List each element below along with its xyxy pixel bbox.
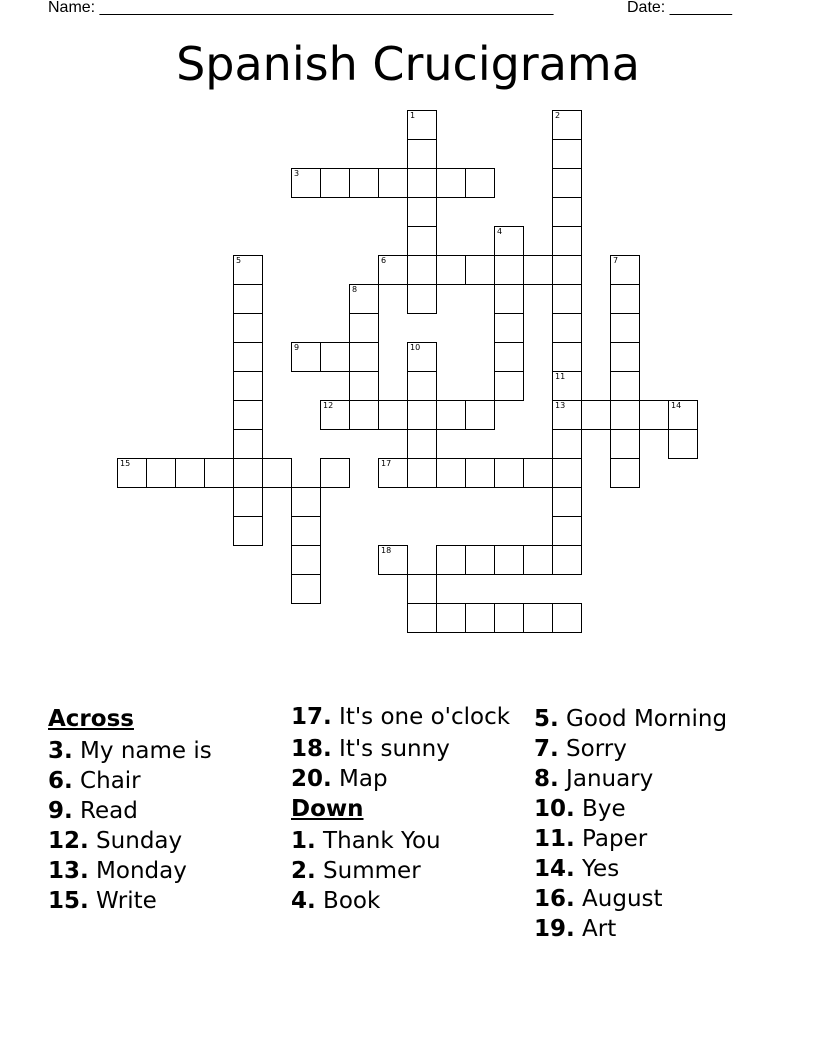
clue-number: 5: [236, 256, 242, 265]
grid-cell[interactable]: [233, 458, 263, 488]
grid-cell[interactable]: [320, 168, 350, 198]
grid-cell[interactable]: [610, 342, 640, 372]
grid-cell[interactable]: [552, 342, 582, 372]
grid-cell[interactable]: [262, 458, 292, 488]
date-line: Date: _______: [627, 0, 732, 16]
clues-column-1: [48, 704, 280, 916]
clue-item-number: 1.: [291, 828, 316, 854]
clue-item-text: August: [574, 886, 663, 912]
clue-number: 17: [381, 459, 392, 468]
grid-cell[interactable]: [407, 168, 437, 198]
grid-cell[interactable]: [436, 545, 466, 575]
clue-number: 4: [497, 227, 503, 236]
grid-cell[interactable]: [552, 168, 582, 198]
clue-item: [291, 886, 523, 916]
clue-item-text: Yes: [574, 856, 620, 882]
clue-item-text: It's one o'clock: [331, 704, 511, 730]
clue-number: 10: [410, 343, 421, 352]
clue-number: 6: [381, 256, 387, 265]
grid-cell[interactable]: [552, 313, 582, 343]
grid-cell[interactable]: [117, 458, 147, 488]
grid-cell[interactable]: [465, 458, 495, 488]
grid-cell[interactable]: [204, 458, 234, 488]
grid-cell[interactable]: [668, 429, 698, 459]
clue-item: [534, 764, 784, 794]
grid-cell[interactable]: [233, 284, 263, 314]
clue-number: 3: [294, 169, 300, 178]
grid-cell[interactable]: [465, 168, 495, 198]
clue-item-text: Summer: [315, 858, 421, 884]
page-title: Spanish Crucigrama: [176, 37, 640, 91]
grid-cell[interactable]: [407, 139, 437, 169]
clue-number: 2: [555, 111, 561, 120]
clue-item-number: 19.: [534, 916, 575, 942]
across-heading: Across: [48, 706, 134, 732]
clue-item-number: 14.: [534, 856, 575, 882]
clue-number: 15: [120, 459, 131, 468]
grid-cell[interactable]: [552, 197, 582, 227]
grid-cell[interactable]: [610, 458, 640, 488]
grid-cell[interactable]: [407, 458, 437, 488]
grid-cell[interactable]: [291, 516, 321, 546]
grid-cell[interactable]: [233, 487, 263, 517]
grid-cell[interactable]: [610, 313, 640, 343]
clue-item-text: Map: [331, 766, 388, 792]
clue-item-text: Book: [315, 888, 381, 914]
clue-item: [534, 734, 784, 764]
clue-item-number: 3.: [48, 738, 73, 764]
grid-cell[interactable]: [494, 313, 524, 343]
clue-item: [534, 914, 784, 944]
clue-number: 1: [410, 111, 416, 120]
grid-cell[interactable]: [175, 458, 205, 488]
grid-cell[interactable]: [494, 371, 524, 401]
grid-cell[interactable]: [523, 545, 553, 575]
clue-item-number: 18.: [291, 736, 332, 762]
grid-cell[interactable]: [291, 545, 321, 575]
grid-cell[interactable]: [494, 342, 524, 372]
grid-cell[interactable]: [291, 574, 321, 604]
grid-cell[interactable]: [610, 371, 640, 401]
clue-item: [534, 824, 784, 854]
grid-cell[interactable]: [523, 603, 553, 633]
grid-cell[interactable]: [378, 168, 408, 198]
grid-cell[interactable]: [465, 255, 495, 285]
grid-cell[interactable]: [233, 313, 263, 343]
grid-cell[interactable]: [436, 458, 466, 488]
grid-cell[interactable]: [233, 516, 263, 546]
clue-item: [291, 764, 523, 794]
clue-item-number: 16.: [534, 886, 575, 912]
grid-cell[interactable]: [407, 284, 437, 314]
down-heading: Down: [291, 796, 364, 822]
grid-cell[interactable]: [436, 400, 466, 430]
clue-item-number: 6.: [48, 768, 73, 794]
grid-cell[interactable]: [552, 255, 582, 285]
grid-cell[interactable]: [349, 371, 379, 401]
grid-cell[interactable]: [349, 168, 379, 198]
clue-item-number: 7.: [534, 736, 559, 762]
grid-cell[interactable]: [639, 400, 669, 430]
clue-item: [48, 736, 280, 766]
grid-cell[interactable]: [407, 400, 437, 430]
clue-item-text: It's sunny: [331, 736, 450, 762]
grid-cell[interactable]: [668, 400, 698, 430]
grid-cell[interactable]: [291, 487, 321, 517]
clue-number: 8: [352, 285, 358, 294]
grid-cell[interactable]: [552, 603, 582, 633]
clue-number: 18: [381, 546, 392, 555]
grid-cell[interactable]: [291, 168, 321, 198]
grid-cell[interactable]: [523, 458, 553, 488]
clue-number: 9: [294, 343, 300, 352]
grid-cell[interactable]: [320, 458, 350, 488]
grid-cell[interactable]: [378, 545, 408, 575]
grid-cell[interactable]: [610, 255, 640, 285]
clue-item: [48, 856, 280, 886]
grid-cell[interactable]: [465, 400, 495, 430]
clue-item-text: Monday: [88, 858, 187, 884]
clue-item: [534, 854, 784, 884]
clue-item-number: 20.: [291, 766, 332, 792]
grid-cell[interactable]: [349, 313, 379, 343]
clue-item-number: 9.: [48, 798, 73, 824]
grid-cell[interactable]: [291, 342, 321, 372]
grid-cell[interactable]: [407, 342, 437, 372]
grid-cell[interactable]: [233, 342, 263, 372]
grid-cell[interactable]: [233, 255, 263, 285]
down-clue-list: [291, 826, 523, 916]
grid-cell[interactable]: [465, 545, 495, 575]
clue-item: [291, 734, 523, 764]
grid-cell[interactable]: [552, 110, 582, 140]
grid-cell[interactable]: [407, 574, 437, 604]
clue-number: 11: [555, 372, 566, 381]
clues-column-3: [534, 704, 784, 944]
grid-cell[interactable]: [233, 429, 263, 459]
clue-item-text: Write: [88, 888, 157, 914]
clue-item-number: 17.: [291, 704, 332, 730]
clue-item-number: 12.: [48, 828, 89, 854]
grid-cell[interactable]: [407, 371, 437, 401]
grid-cell[interactable]: [581, 400, 611, 430]
clue-item-text: Read: [72, 798, 138, 824]
clue-number: 14: [671, 401, 682, 410]
across-clue-list-cont: [291, 704, 523, 794]
clue-item-text: Bye: [574, 796, 626, 822]
grid-cell[interactable]: [494, 226, 524, 256]
clue-item-number: 10.: [534, 796, 575, 822]
grid-cell[interactable]: [378, 255, 408, 285]
clue-item: [291, 704, 523, 730]
clue-number: 13: [555, 401, 566, 410]
grid-cell[interactable]: [552, 284, 582, 314]
clue-item-text: My name is: [72, 738, 212, 764]
grid-cell[interactable]: [436, 255, 466, 285]
clue-item-text: Chair: [72, 768, 141, 794]
clue-item-text: Thank You: [315, 828, 441, 854]
clue-item: [48, 766, 280, 796]
grid-cell[interactable]: [349, 342, 379, 372]
grid-cell[interactable]: [349, 284, 379, 314]
grid-cell[interactable]: [233, 371, 263, 401]
grid-cell[interactable]: [407, 110, 437, 140]
grid-cell[interactable]: [610, 429, 640, 459]
clue-number: 12: [323, 401, 334, 410]
grid-cell[interactable]: [378, 400, 408, 430]
grid-cell[interactable]: [552, 139, 582, 169]
grid-cell[interactable]: [320, 400, 350, 430]
clue-item-number: 13.: [48, 858, 89, 884]
clue-item: [534, 884, 784, 914]
grid-cell[interactable]: [407, 255, 437, 285]
grid-cell[interactable]: [552, 516, 582, 546]
grid-cell[interactable]: [436, 168, 466, 198]
clue-item: [534, 794, 784, 824]
grid-cell[interactable]: [320, 342, 350, 372]
clue-item-number: 15.: [48, 888, 89, 914]
clues-column-2: [291, 704, 523, 916]
grid-cell[interactable]: [233, 400, 263, 430]
grid-cell[interactable]: [349, 400, 379, 430]
grid-cell[interactable]: [407, 603, 437, 633]
grid-cell[interactable]: [494, 545, 524, 575]
grid-cell[interactable]: [494, 284, 524, 314]
grid-cell[interactable]: [552, 487, 582, 517]
name-line: Name: ___________________________________________________: [48, 0, 554, 16]
grid-cell[interactable]: [407, 197, 437, 227]
clue-item: [291, 826, 523, 856]
grid-cell[interactable]: [436, 603, 466, 633]
grid-cell[interactable]: [552, 226, 582, 256]
clue-item: [534, 704, 784, 734]
clue-item: [48, 886, 280, 916]
clue-item-number: 2.: [291, 858, 316, 884]
grid-cell[interactable]: [552, 429, 582, 459]
clue-item-number: 11.: [534, 826, 575, 852]
down-clue-list-cont: [534, 704, 784, 944]
grid-cell[interactable]: [407, 429, 437, 459]
clue-number: 7: [613, 256, 619, 265]
grid-cell[interactable]: [552, 400, 582, 430]
clue-item-number: 5.: [534, 706, 559, 732]
across-clue-list: [48, 736, 280, 916]
grid-cell[interactable]: [610, 400, 640, 430]
clue-item-text: Paper: [574, 826, 648, 852]
grid-cell[interactable]: [494, 255, 524, 285]
grid-cell[interactable]: [523, 255, 553, 285]
grid-cell[interactable]: [407, 226, 437, 256]
clue-item-text: January: [558, 766, 654, 792]
clue-item: [291, 856, 523, 886]
clue-item-text: Good Morning: [558, 706, 728, 732]
grid-cell[interactable]: [378, 458, 408, 488]
grid-cell[interactable]: [552, 545, 582, 575]
clue-item-text: Art: [574, 916, 617, 942]
grid-cell[interactable]: [552, 458, 582, 488]
grid-cell[interactable]: [494, 603, 524, 633]
clue-item: [48, 826, 280, 856]
clue-item: [48, 796, 280, 826]
grid-cell[interactable]: [494, 458, 524, 488]
clue-item-number: 8.: [534, 766, 559, 792]
clue-item-number: 4.: [291, 888, 316, 914]
clue-item-text: Sunday: [88, 828, 183, 854]
grid-cell[interactable]: [610, 284, 640, 314]
clue-item-text: Sorry: [558, 736, 627, 762]
grid-cell[interactable]: [552, 371, 582, 401]
grid-cell[interactable]: [465, 603, 495, 633]
grid-cell[interactable]: [146, 458, 176, 488]
